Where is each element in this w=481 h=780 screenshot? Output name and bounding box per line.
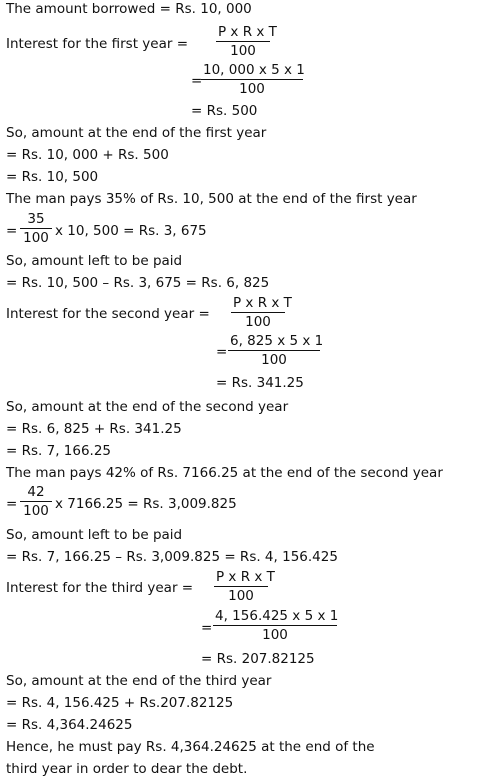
equals-sign: = — [6, 223, 18, 239]
first-year-left-calc: = Rs. 10, 500 – Rs. 3, 675 = Rs. 6, 825 — [6, 275, 270, 291]
equals-sign: = — [191, 73, 203, 89]
second-year-payment-calc: x 7166.25 = Rs. 3,009.825 — [55, 496, 237, 512]
fraction-numerator: 42 — [27, 484, 45, 500]
third-year-interest-result: = Rs. 207.82125 — [201, 651, 315, 667]
second-year-formula-fraction — [231, 295, 292, 330]
second-year-interest-label: Interest for the second year = — [6, 306, 210, 322]
second-year-amount-result: = Rs. 7, 166.25 — [6, 443, 112, 459]
fraction-denominator: 100 — [213, 625, 337, 643]
fraction-denominator: 100 — [228, 350, 320, 368]
fraction-numerator: P x R x T — [233, 295, 292, 311]
first-year-interest-result: = Rs. 500 — [191, 103, 258, 119]
second-year-values-fraction — [228, 333, 324, 368]
fraction-numerator: P x R x T — [218, 24, 277, 40]
third-year-interest-label: Interest for the third year = — [6, 580, 194, 596]
third-year-amount-result: = Rs. 4,364.24625 — [6, 717, 133, 733]
first-year-left-heading: So, amount left to be paid — [6, 253, 183, 269]
first-year-amount-sum: = Rs. 10, 000 + Rs. 500 — [6, 147, 169, 163]
first-year-values-fraction — [201, 62, 303, 97]
third-year-amount-heading: So, amount at the end of the third year — [6, 673, 272, 689]
amount-borrowed-line: The amount borrowed = Rs. 10, 000 — [6, 1, 252, 17]
third-year-values-fraction — [213, 608, 337, 643]
equals-sign: = — [6, 496, 18, 512]
first-year-payment-line: The man pays 35% of Rs. 10, 500 at the end of the first year — [6, 191, 417, 207]
second-year-left-calc: = Rs. 7, 166.25 – Rs. 3,009.825 = Rs. 4, 156.425 — [6, 549, 338, 565]
fraction-denominator: 100 — [214, 586, 268, 604]
second-year-percent-fraction — [20, 484, 52, 519]
second-year-amount-sum: = Rs. 6, 825 + Rs. 341.25 — [6, 421, 182, 437]
conclusion-line-1: Hence, he must pay Rs. 4,364.24625 at the end of the — [6, 739, 375, 755]
fraction-denominator: 100 — [231, 312, 285, 330]
first-year-formula-fraction — [216, 24, 277, 59]
fraction-denominator: 100 — [20, 228, 52, 246]
fraction-numerator: 6, 825 x 5 x 1 — [230, 333, 324, 349]
first-year-percent-fraction — [20, 211, 52, 246]
fraction-numerator: 35 — [27, 211, 45, 227]
fraction-numerator: P x R x T — [216, 569, 275, 585]
second-year-left-heading: So, amount left to be paid — [6, 527, 183, 543]
first-year-interest-label: Interest for the first year = — [6, 36, 189, 52]
equals-sign: = — [201, 620, 213, 636]
equals-sign: = — [216, 344, 228, 360]
fraction-denominator: 100 — [216, 41, 270, 59]
fraction-numerator: 4, 156.425 x 5 x 1 — [215, 608, 339, 624]
first-year-payment-calc: x 10, 500 = Rs. 3, 675 — [55, 223, 207, 239]
second-year-amount-heading: So, amount at the end of the second year — [6, 399, 289, 415]
fraction-numerator: 10, 000 x 5 x 1 — [203, 62, 305, 78]
third-year-formula-fraction — [214, 569, 275, 604]
fraction-denominator: 100 — [20, 501, 52, 519]
first-year-amount-result: = Rs. 10, 500 — [6, 169, 99, 185]
first-year-amount-heading: So, amount at the end of the first year — [6, 125, 267, 141]
second-year-interest-result: = Rs. 341.25 — [216, 375, 304, 391]
fraction-denominator: 100 — [201, 79, 303, 97]
conclusion-line-2: third year in order to dear the debt. — [6, 761, 248, 777]
second-year-payment-line: The man pays 42% of Rs. 7166.25 at the end of the second year — [6, 465, 443, 481]
third-year-amount-sum: = Rs. 4, 156.425 + Rs.207.82125 — [6, 695, 234, 711]
